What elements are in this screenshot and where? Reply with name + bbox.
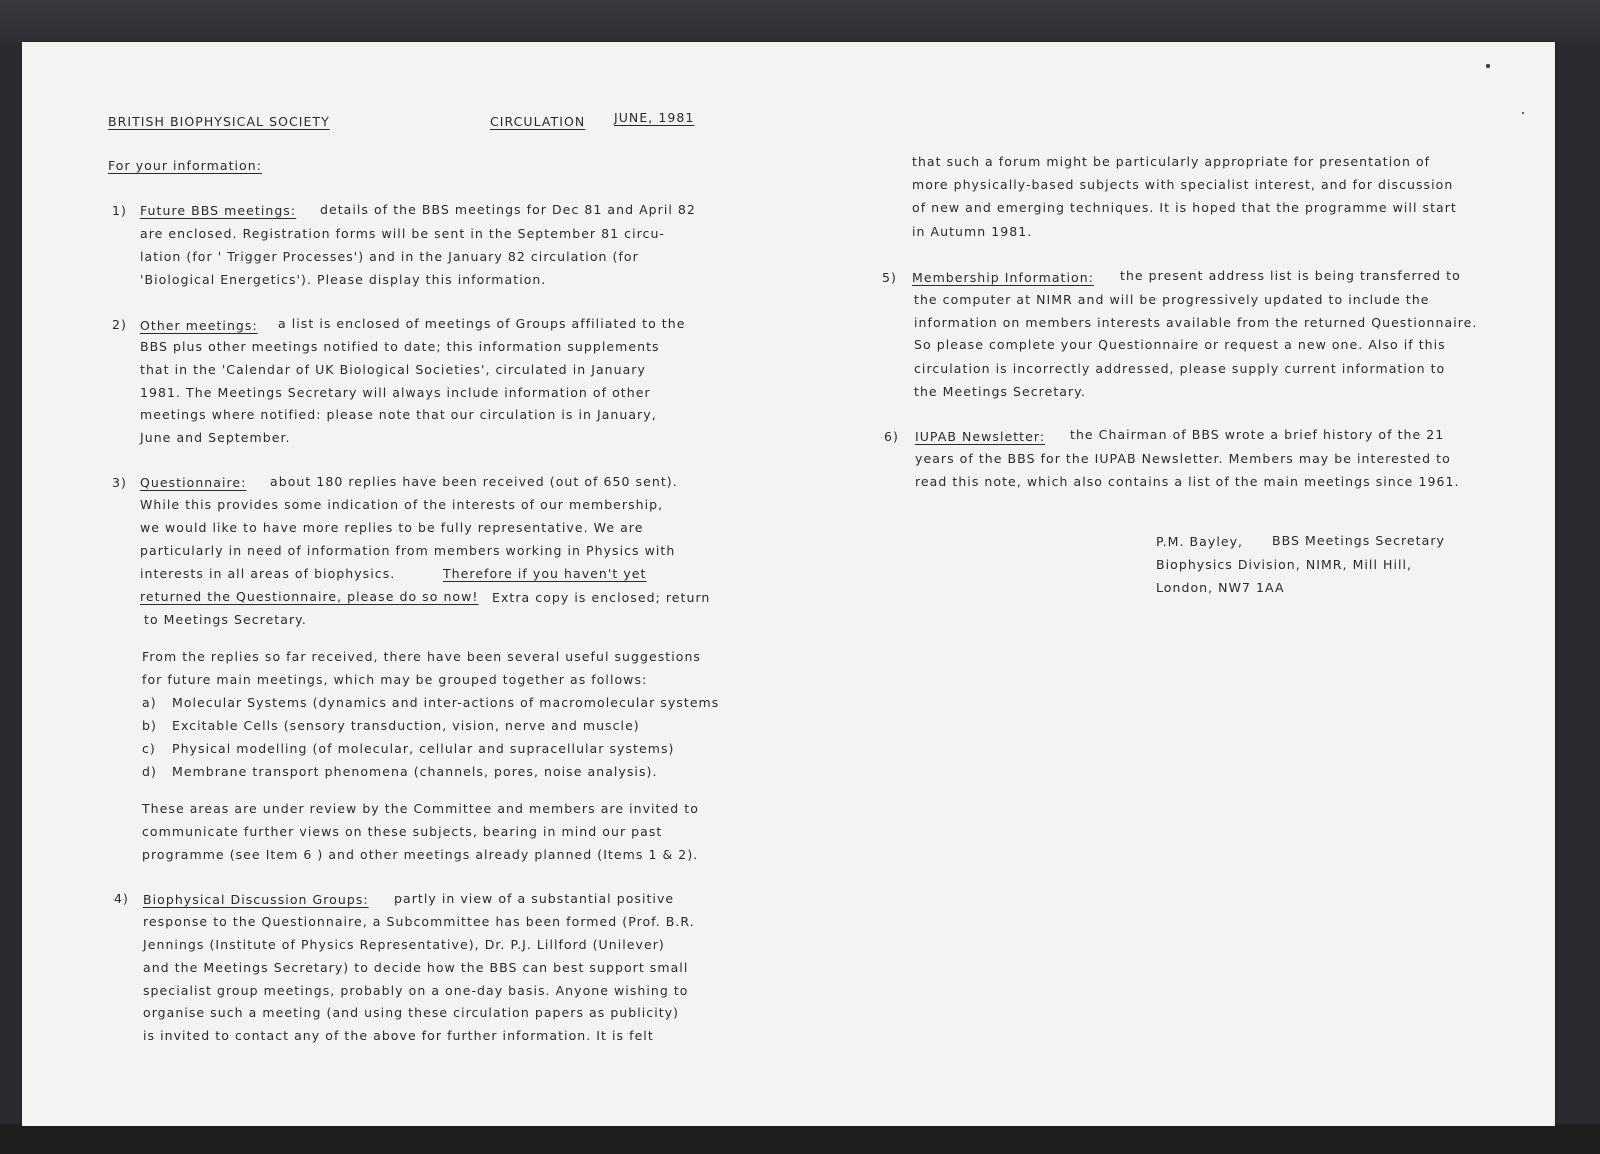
item-2-line: that in the 'Calendar of UK Biological Societies', circulated in January (140, 362, 646, 377)
item-2-line: 1981. The Meetings Secretary will always include information of other (140, 385, 651, 400)
item-3-line: particularly in need of information from members working in Physics with (140, 543, 676, 558)
item-4-continued: in Autumn 1981. (912, 224, 1033, 239)
item-5-line: the Meetings Secretary. (914, 384, 1086, 399)
item-4-line: is invited to contact any of the above for further information. It is felt (143, 1028, 654, 1043)
item-2-number: 2) (112, 317, 127, 332)
intro-heading: For your information: (108, 158, 262, 173)
item-3-emphasis: returned the Questionnaire, please do so now! (140, 589, 479, 604)
item-3-paragraph: communicate further views on these subjects, bearing in mind our past (142, 824, 663, 839)
item-2-line: a list is enclosed of meetings of Groups affiliated to the (278, 316, 686, 331)
item-3-line: to Meetings Secretary. (144, 612, 307, 627)
list-item: Membrane transport phenomena (channels, pores, noise analysis). (172, 764, 658, 779)
signature-address: Biophysics Division, NIMR, Mill Hill, (1156, 557, 1413, 572)
item-4-line: Jennings (Institute of Physics Representative), Dr. P.J. Lillford (Unilever) (143, 937, 665, 952)
item-3-line: we would like to have more replies to be fully representative. We are (140, 520, 644, 535)
list-key: d) (142, 764, 157, 779)
circulation-label: CIRCULATION (490, 114, 586, 129)
item-3-number: 3) (112, 475, 127, 490)
item-2-line: BBS plus other meetings notified to date; this information supplements (140, 339, 660, 354)
item-4-continued: of new and emerging techniques. It is hoped that the programme will start (912, 200, 1457, 215)
item-6-line: read this note, which also contains a list of the main meetings since 1961. (915, 474, 1460, 489)
item-3-line: about 180 replies have been received (out of 650 sent). (270, 474, 678, 489)
item-1-line: 'Biological Energetics'). Please display this information. (140, 272, 547, 287)
list-item: Molecular Systems (dynamics and inter-actions of macromolecular systems (172, 695, 720, 710)
item-2-heading: Other meetings: (140, 318, 258, 333)
item-3-heading: Questionnaire: (140, 475, 247, 490)
item-4-continued: more physically-based subjects with specialist interest, and for discussion (912, 177, 1454, 192)
item-5-number: 5) (882, 270, 897, 285)
item-5-heading: Membership Information: (912, 270, 1094, 285)
item-6-line: years of the BBS for the IUPAB Newsletter. Members may be interested to (915, 451, 1451, 466)
item-3-paragraph: From the replies so far received, there have been several useful suggestions (142, 649, 701, 664)
item-1-line: lation (for ' Trigger Processes') and in the January 82 circulation (for (140, 249, 639, 264)
org-name: BRITISH BIOPHYSICAL SOCIETY (108, 114, 330, 129)
paper-mark (1522, 112, 1524, 114)
item-3-line: interests in all areas of biophysics. (140, 566, 396, 581)
list-key: a) (142, 695, 157, 710)
item-3-paragraph: These areas are under review by the Committee and members are invited to (142, 801, 699, 816)
item-4-line: response to the Questionnaire, a Subcommittee has been formed (Prof. B.R. (143, 914, 695, 929)
item-6-heading: IUPAB Newsletter: (915, 429, 1046, 444)
item-6-line: the Chairman of BBS wrote a brief history of the 21 (1070, 427, 1445, 442)
list-key: b) (142, 718, 157, 733)
item-1-line: are enclosed. Registration forms will be sent in the September 81 circu- (140, 226, 665, 241)
paper-mark (1486, 64, 1490, 68)
item-2-line: June and September. (140, 430, 291, 445)
item-1-heading: Future BBS meetings: (140, 203, 297, 218)
item-4-number: 4) (114, 891, 129, 906)
item-3-emphasis: Therefore if you haven't yet (443, 566, 647, 581)
item-4-continued: that such a forum might be particularly appropriate for presentation of (912, 154, 1431, 169)
signature-address: London, NW7 1AA (1156, 580, 1285, 595)
signature-name: P.M. Bayley, (1156, 534, 1244, 549)
item-5-line: information on members interests available from the returned Questionnaire. (914, 315, 1478, 330)
list-key: c) (142, 741, 156, 756)
signature-role: BBS Meetings Secretary (1272, 533, 1445, 548)
scan-backdrop-bottom (0, 1124, 1600, 1154)
item-2-line: meetings where notified: please note that our circulation is in January, (140, 407, 657, 422)
item-5-line: circulation is incorrectly addressed, please supply current information to (914, 361, 1446, 376)
item-4-line: organise such a meeting (and using these circulation papers as publicity) (143, 1005, 680, 1020)
document-page (22, 42, 1555, 1126)
item-3-paragraph: programme (see Item 6 ) and other meetings already planned (Items 1 & 2). (142, 847, 699, 862)
item-3-line: Extra copy is enclosed; return (492, 590, 711, 605)
item-5-line: the present address list is being transferred to (1120, 268, 1461, 283)
item-5-line: the computer at NIMR and will be progressively updated to include the (914, 292, 1430, 307)
list-item: Physical modelling (of molecular, cellular and supracellular systems) (172, 741, 675, 756)
list-item: Excitable Cells (sensory transduction, vision, nerve and muscle) (172, 718, 640, 733)
item-3-paragraph: for future main meetings, which may be grouped together as follows: (142, 672, 648, 687)
scan-backdrop-top (0, 0, 1600, 42)
item-1-number: 1) (112, 203, 127, 218)
item-3-line: While this provides some indication of the interests of our membership, (140, 497, 664, 512)
item-4-heading: Biophysical Discussion Groups: (143, 892, 369, 907)
item-4-line: partly in view of a substantial positive (394, 891, 675, 906)
item-6-number: 6) (884, 429, 899, 444)
item-4-line: and the Meetings Secretary) to decide how the BBS can best support small (143, 960, 689, 975)
item-1-line: details of the BBS meetings for Dec 81 and April 82 (320, 202, 696, 217)
item-5-line: So please complete your Questionnaire or request a new one. Also if this (914, 337, 1446, 352)
circulation-date: JUNE, 1981 (614, 110, 695, 125)
item-4-line: specialist group meetings, probably on a one-day basis. Anyone wishing to (143, 983, 689, 998)
